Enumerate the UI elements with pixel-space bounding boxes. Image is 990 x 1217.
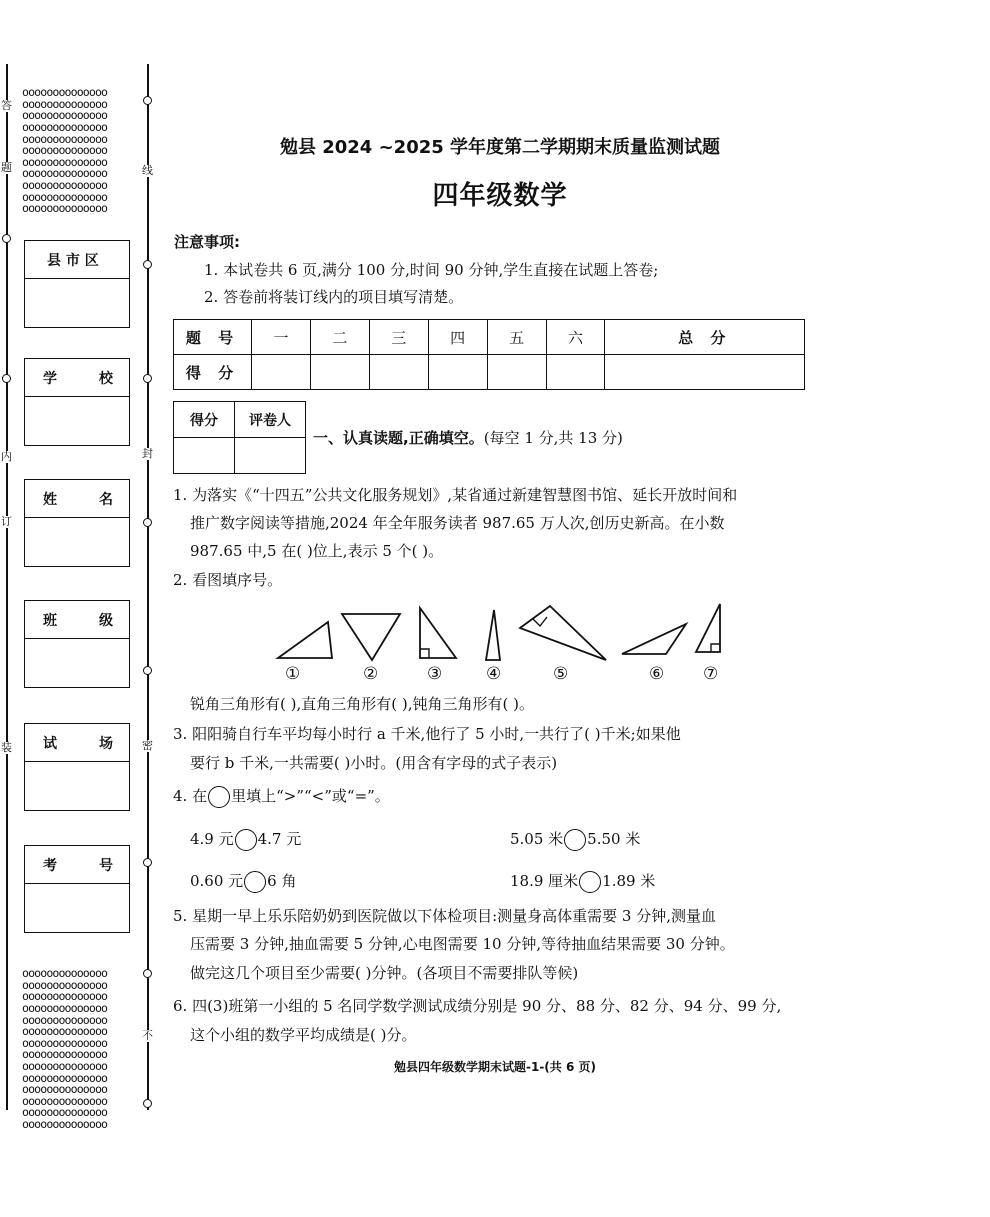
question-5-line: 做完这几个项目至少需要( )分钟。(各项目不需要排队等候) xyxy=(190,964,579,982)
field-class[interactable] xyxy=(24,600,130,688)
field-school[interactable] xyxy=(24,358,130,446)
question-4: 4. 在 里填上“>”“<”或“=”。 xyxy=(173,786,390,808)
triangle-label: ③ xyxy=(427,664,443,684)
notice-item: 1. 本试卷共 6 页,满分 100 分,时间 90 分钟,学生直接在试题上答卷; xyxy=(204,261,659,279)
binding-ring xyxy=(2,374,11,383)
binding-line-left xyxy=(6,64,8,1110)
binding-ring xyxy=(143,969,152,978)
side-label: 线 xyxy=(142,164,153,177)
triangle-label: ④ xyxy=(486,664,502,684)
binding-ring xyxy=(143,858,152,867)
question-6-line: 6. 四(3)班第一小组的 5 名同学数学测试成绩分别是 90 分、88 分、82 分、94 分、99 分, xyxy=(173,997,782,1015)
notice-heading: 注意事项: xyxy=(174,233,240,251)
score-cell[interactable] xyxy=(605,355,805,390)
triangle-label: ② xyxy=(363,664,379,684)
triangle-5 xyxy=(520,606,606,660)
triangle-3 xyxy=(420,608,456,658)
score-cell[interactable] xyxy=(428,355,487,390)
side-label: 订 xyxy=(1,515,12,528)
score-table-col: 四 xyxy=(428,320,487,355)
question-6-line: 这个小组的数学平均成绩是( )分。 xyxy=(190,1026,417,1044)
side-label: 题 xyxy=(1,161,12,174)
grader-table xyxy=(173,401,306,474)
binding-line-right xyxy=(147,64,149,1110)
binding-dot-pattern-bottom: oooooooooooooo oooooooooooooo oooooooooooooo oooooooooooooo oooooooooooooo oooooooooooooo oooooooooooooo oooooooooooooo oooooooooooooo oooooooooooooo oooooooooooooo oooooooooooooo oooooooooooooo oooooooooooooo xyxy=(22,966,108,1131)
triangle-label: ① xyxy=(285,664,301,684)
score-table-col: 三 xyxy=(369,320,428,355)
field-label: 学 校 xyxy=(25,359,129,397)
triangle-2 xyxy=(342,614,400,660)
compare-circle-icon xyxy=(208,786,230,808)
triangle-figures xyxy=(270,602,740,664)
field-label: 试 场 xyxy=(25,724,129,762)
compare-item: 5.05 米 5.50 米 xyxy=(510,829,640,851)
question-2: 2. 看图填序号。 xyxy=(173,571,283,589)
notice-item: 2. 答卷前将装订线内的项目填写清楚。 xyxy=(204,288,464,306)
compare-item: 0.60 元 6 角 xyxy=(190,871,296,893)
question-3-line: 3. 阳阳骑自行车平均每小时行 a 千米,他行了 5 小时,一共行了( )千米;如果他 xyxy=(173,725,681,743)
binding-ring xyxy=(143,1099,152,1108)
score-table-col: 一 xyxy=(252,320,311,355)
score-table-header: 得 分 xyxy=(174,355,252,390)
score-table-col: 二 xyxy=(310,320,369,355)
triangle-label: ⑥ xyxy=(649,664,665,684)
page-footer: 勉县四年级数学期末试题-1-(共 6 页) xyxy=(394,1060,596,1074)
field-label: 班 级 xyxy=(25,601,129,639)
score-cell[interactable] xyxy=(310,355,369,390)
grader-name-label: 评卷人 xyxy=(235,402,306,438)
field-label: 姓 名 xyxy=(25,480,129,518)
field-exam-room[interactable] xyxy=(24,723,130,811)
question-1-line: 987.65 中,5 在( )位上,表示 5 个( )。 xyxy=(190,542,444,560)
question-3-line: 要行 b 千米,一共需要( )小时。(用含有字母的式子表示) xyxy=(190,754,558,772)
binding-ring xyxy=(143,666,152,675)
score-cell[interactable] xyxy=(546,355,605,390)
field-name[interactable] xyxy=(24,479,130,567)
score-table-header: 题 号 xyxy=(174,320,252,355)
score-cell[interactable] xyxy=(487,355,546,390)
side-label: 内 xyxy=(1,450,12,463)
binding-ring xyxy=(2,234,11,243)
side-label: 答 xyxy=(1,99,12,112)
triangle-7 xyxy=(696,604,720,652)
side-label: 密 xyxy=(142,739,153,752)
binding-ring xyxy=(143,374,152,383)
compare-circle[interactable] xyxy=(244,871,266,893)
side-label: 装 xyxy=(1,741,12,754)
triangle-6 xyxy=(622,624,686,654)
binding-ring xyxy=(143,96,152,105)
binding-ring xyxy=(143,518,152,527)
question-5-line: 压需要 3 分钟,抽血需要 5 分钟,心电图需要 10 分钟,等待抽血结果需要 30 分钟。 xyxy=(190,935,735,953)
score-table xyxy=(173,319,805,390)
subject-title: 四年级数学 xyxy=(432,181,568,211)
triangle-4 xyxy=(486,610,500,660)
grader-score-cell[interactable] xyxy=(174,438,235,474)
field-label: 考 号 xyxy=(25,846,129,884)
compare-circle[interactable] xyxy=(579,871,601,893)
question-1-line: 推广数字阅读等措施,2024 年全年服务读者 987.65 万人次,创历史新高。在小数 xyxy=(190,514,725,532)
field-label: 县 市 区 xyxy=(25,241,129,279)
binding-ring xyxy=(143,260,152,269)
question-1-line: 1. 为落实《“十四五”公共文化服务规划》,某省通过新建智慧图书馆、延长开放时间和 xyxy=(173,486,738,504)
score-table-col: 六 xyxy=(546,320,605,355)
field-county[interactable] xyxy=(24,240,130,328)
triangle-label: ⑦ xyxy=(703,664,719,684)
compare-item: 4.9 元 4.7 元 xyxy=(190,829,301,851)
score-table-col: 总 分 xyxy=(605,320,805,355)
grader-score-label: 得分 xyxy=(174,402,235,438)
compare-circle[interactable] xyxy=(564,829,586,851)
exam-title: 勉县 2024 ~2025 学年度第二学期期末质量监测试题 xyxy=(279,137,721,158)
section-heading: 一、认真读题,正确填空。(每空 1 分,共 13 分) xyxy=(313,429,623,447)
side-label: 不 xyxy=(142,1029,153,1042)
compare-item: 18.9 厘米 1.89 米 xyxy=(510,871,655,893)
question-5-line: 5. 星期一早上乐乐陪奶奶到医院做以下体检项目:测量身高体重需要 3 分钟,测量血 xyxy=(173,907,716,925)
triangle-1 xyxy=(278,622,332,658)
score-table-col: 五 xyxy=(487,320,546,355)
binding-dot-pattern-top: oooooooooooooo oooooooooooooo oooooooooooooo oooooooooooooo oooooooooooooo oooooooooooooo oooooooooooooo oooooooooooooo oooooooooooooo oooooooooooooo oooooooooooooo xyxy=(22,85,108,216)
grader-name-cell[interactable] xyxy=(235,438,306,474)
compare-circle[interactable] xyxy=(235,829,257,851)
side-label: 封 xyxy=(142,447,153,460)
score-cell[interactable] xyxy=(252,355,311,390)
field-exam-number[interactable] xyxy=(24,845,130,933)
triangle-label: ⑤ xyxy=(553,664,569,684)
score-cell[interactable] xyxy=(369,355,428,390)
question-2-answer: 锐角三角形有( ),直角三角形有( ),钝角三角形有( )。 xyxy=(190,695,534,713)
